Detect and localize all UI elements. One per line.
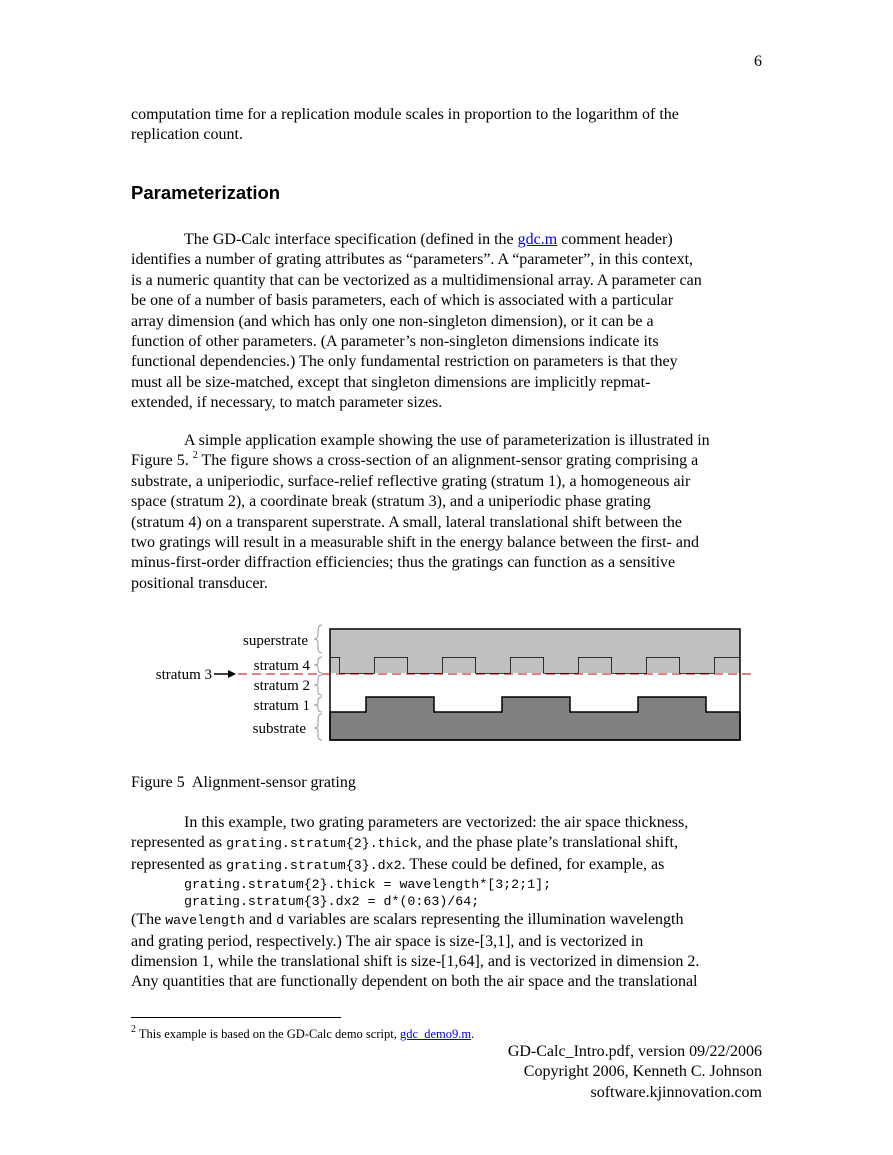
intro-line: replication count. — [131, 126, 243, 144]
inline-code: d — [276, 913, 285, 929]
footnote-mark: 2 — [131, 1023, 136, 1035]
paragraph-line: (stratum 4) on a transparent superstrate. A small, lateral translational shift between the — [131, 513, 682, 531]
text-run: comment header) — [557, 231, 673, 248]
figure-caption — [131, 773, 356, 793]
paragraph-line: positional transducer. — [131, 574, 268, 592]
paragraph-line: is a numeric quantity that can be vectorized as a multidimensional array. A parameter can — [131, 271, 702, 289]
text-run: variables are scalars representing the illumination wavelength — [284, 911, 684, 929]
paragraph-line: be one of a number of basis parameters, each of which is associated with a particular — [131, 292, 674, 310]
substrate-grating — [330, 697, 740, 740]
paragraph-line — [131, 910, 763, 931]
paragraph-line — [131, 230, 763, 250]
text-run: represented as — [131, 834, 227, 852]
paragraph-line — [131, 855, 763, 876]
label-stratum-3: stratum 3 — [155, 667, 212, 683]
text-run: and — [245, 911, 277, 929]
paragraph-line: array dimension (and which has only one non-singleton dimension), or it can be a — [131, 312, 654, 330]
page-number: 6 — [754, 53, 762, 70]
arrow-head-icon — [228, 670, 236, 678]
code-line: grating.stratum{3}.dx2 = d*(0:63)/64; — [184, 894, 480, 910]
text-run: The GD-Calc interface specification (defined in the — [184, 231, 518, 248]
label-stratum-4: stratum 4 — [253, 658, 310, 674]
label-superstrate: superstrate — [243, 633, 308, 649]
paragraph-line — [131, 833, 763, 854]
paragraph-line: identifies a number of grating attributes as “parameters”. A “parameter”, in this context, — [131, 251, 694, 269]
footnote-separator — [131, 1017, 341, 1018]
paragraph-line: dimension 1, while the translational shift is size-[1,64], and is vectorized in dimension 2. — [131, 953, 700, 971]
footer-line: Copyright 2006, Kenneth C. Johnson — [523, 1063, 762, 1081]
footnote-end: . — [471, 1027, 475, 1041]
label-substrate: substrate — [252, 721, 306, 737]
page-footer — [400, 1042, 762, 1103]
intro-paragraph — [131, 105, 763, 146]
label-stratum-1: stratum 1 — [253, 698, 310, 714]
code-line: grating.stratum{2}.thick = wavelength*[3;2;1]; — [184, 877, 552, 893]
text-run: Figure 5. — [131, 452, 189, 470]
paragraph-line: A simple application example showing the use of parameterization is illustrated in — [184, 432, 710, 449]
gdc-demo9-link[interactable]: gdc_demo9.m — [399, 1027, 472, 1041]
paragraph-line: two gratings will result in a measurable shift in the energy balance between the first- and — [131, 534, 699, 552]
paragraph-line: substrate, a uniperiodic, surface-relief reflective grating (stratum 1), a homogeneous air — [131, 472, 691, 490]
caption-text: Figure 5 Alignment-sensor grating — [131, 774, 356, 791]
text-run: , and the phase plate’s translational shift, — [417, 834, 678, 852]
inline-code: wavelength — [165, 913, 245, 929]
inline-code: grating.stratum{3}.dx2 — [226, 857, 402, 873]
paragraph-line: Any quantities that are functionally dependent on both the air space and the translational — [131, 973, 698, 991]
footer-line: software.kjinnovation.com — [590, 1083, 762, 1101]
paragraph-line: space (stratum 2), a coordinate break (stratum 3), and a uniperiodic phase grating — [131, 493, 651, 511]
text-run: represented as — [131, 855, 227, 873]
footer-line: GD-Calc_Intro.pdf, version 09/22/2006 — [507, 1043, 762, 1060]
label-braces — [314, 625, 322, 740]
paragraph-example — [131, 431, 763, 594]
section-heading: Parameterization — [131, 182, 281, 203]
paragraph-line: extended, if necessary, to match parameter sizes. — [131, 394, 443, 412]
paragraph-line: and grating period, respectively.) The air space is size-[3,1], and is vectorized in — [131, 932, 644, 950]
inline-code: grating.stratum{2}.thick — [226, 836, 418, 852]
text-run: . These could be defined, for example, as — [401, 855, 665, 873]
text-run: (The — [131, 911, 166, 929]
paragraph-line: In this example, two grating parameters are vectorized: the air space thickness, — [184, 814, 689, 831]
label-stratum-2: stratum 2 — [253, 678, 310, 694]
footnote-text: This example is based on the GD-Calc demo script, — [136, 1027, 400, 1041]
paragraph-line: minus-first-order diffraction efficiencies; thus the gratings can function as a sensitive — [131, 554, 676, 572]
figure-alignment-grating — [0, 615, 893, 750]
intro-line: computation time for a replication module scales in proportion to the logarithm of the — [131, 106, 679, 123]
text-run: The figure shows a cross-section of an alignment-sensor grating comprising a — [197, 452, 699, 470]
paragraph-vectorization — [131, 813, 763, 993]
paragraph-line: must all be size-matched, except that singleton dimensions are implicitly repmat- — [131, 373, 651, 391]
gdc-m-link[interactable]: gdc.m — [517, 231, 558, 248]
paragraph-line — [131, 451, 763, 471]
footnote-reference: 2 — [192, 450, 198, 462]
paragraph-line: function of other parameters. (A parameter’s non-singleton dimensions indicate its — [131, 333, 659, 351]
paragraph-line: functional dependencies.) The only fundamental restriction on parameters is that they — [131, 353, 678, 371]
paragraph-parameters — [131, 230, 763, 414]
